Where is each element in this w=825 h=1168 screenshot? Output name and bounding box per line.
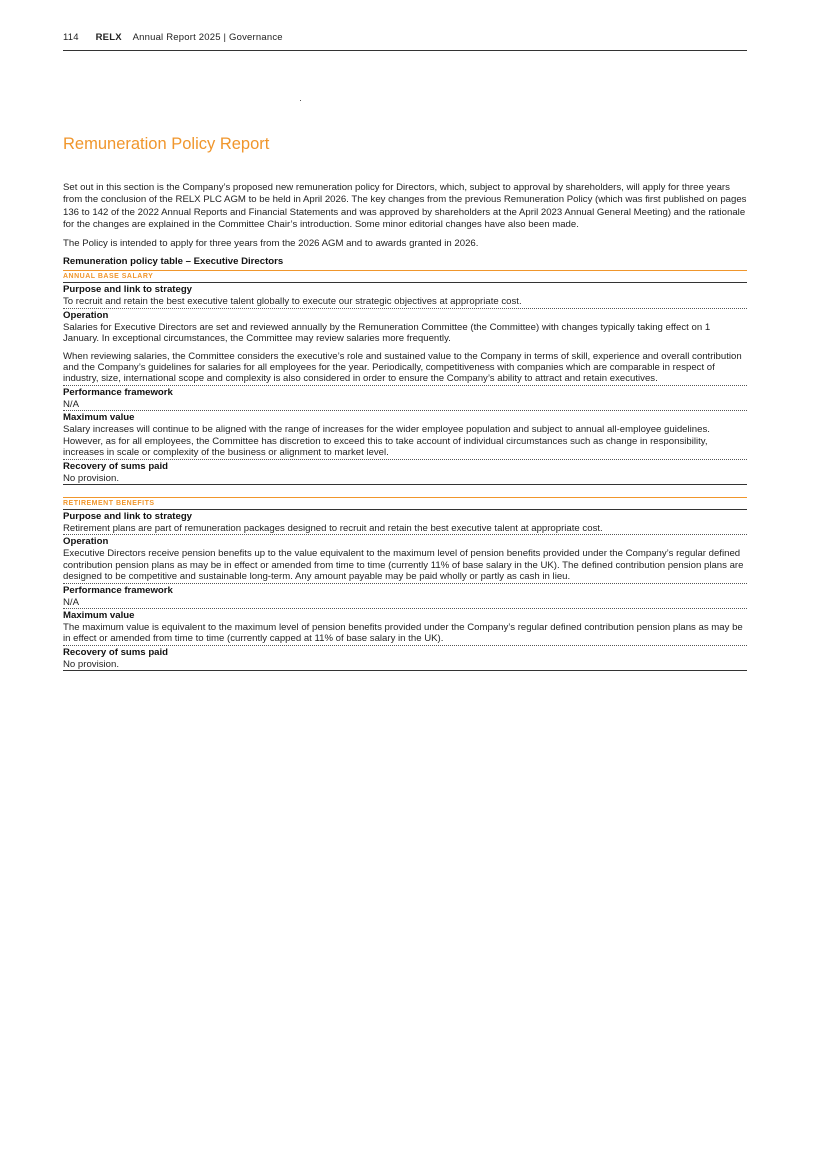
row-text: Executive Directors receive pension benefits up to the value equivalent to the maximum level of pension benefits provided under the Company’s regular defined contribution pension plans as may be in effect or amended from time to time (currently 11% of base salary in the UK). The defined contribution pension plans are designed to be competitive and sustainable long-term. Any amount payable may be paid wholly or partly as cash in lieu. [63, 548, 744, 583]
row-heading: Performance framework [63, 386, 173, 398]
section-retirement-benefits [63, 497, 747, 671]
brand-name: RELX [95, 32, 122, 43]
row-text: N/A [63, 398, 79, 410]
row-heading: Purpose and link to strategy [63, 284, 193, 296]
stray-dot-mark [300, 100, 301, 101]
page-title: Remuneration Policy Report [63, 135, 270, 153]
page-header [63, 32, 747, 51]
section-annual-base-salary [63, 270, 747, 484]
row-text: The maximum value is equivalent to the maximum level of pension benefits provided under the Company’s regular defined contribution pension plans as may be in effect or amended from time to time (currently capped at 11% of base salary in the UK). [63, 621, 743, 645]
policy-row [63, 386, 747, 411]
row-heading: Recovery of sums paid [63, 646, 169, 658]
row-text: No provision. [63, 658, 119, 670]
policy-row [63, 510, 747, 535]
policy-table-title: Remuneration policy table – Executive Directors [63, 256, 284, 268]
policy-row [63, 411, 747, 459]
row-heading: Operation [63, 536, 109, 548]
row-heading: Performance framework [63, 584, 173, 596]
policy-row [63, 584, 747, 609]
row-text: No provision. [63, 472, 119, 484]
policy-row [63, 609, 747, 646]
row-heading: Purpose and link to strategy [63, 510, 193, 522]
row-text: N/A [63, 596, 79, 608]
policy-row [63, 460, 747, 485]
row-text: Salary increases will continue to be aligned with the range of increases for the wider employee population and subject to annual all-employee guidelines. However, as for all employees, the Committee has discretion to exceed this to take account of individual circumstances such as change in responsibility, increases in scale or complexity of the business or alignment to market level. [63, 424, 710, 459]
row-heading: Operation [63, 309, 109, 321]
report-content [63, 133, 747, 683]
row-text: Retirement plans are part of remuneration packages designed to recruit and retain the best executive talent at appropriate cost. [63, 522, 603, 534]
row-text: Salaries for Executive Directors are set and reviewed annually by the Remuneration Committee (the Committee) with changes typically taking effect on 1 January. In exceptional circumstances, the Committee may review salaries more frequently. [63, 321, 711, 345]
publication-title: Annual Report 2025 | Governance [132, 32, 283, 43]
intro-paragraph: The Policy is intended to apply for three years from the 2026 AGM and to awards granted in 2026. [63, 237, 479, 249]
row-text: When reviewing salaries, the Committee considers the executive’s role and sustained value to the Company in terms of skill, experience and overall contribution and the Company’s guidelines for salaries for all employees for the year. Periodically, competitiveness with companies which are comparable in respect of industry, size, international scope and complexity is also considered in order to ensure the Company’s ability to attract and retain executives. [63, 350, 742, 385]
row-heading: Maximum value [63, 412, 135, 424]
row-heading: Maximum value [63, 609, 135, 621]
row-text: To recruit and retain the best executive talent globally to execute our strategic objectives at appropriate cost. [63, 296, 522, 308]
section-label: RETIREMENT BENEFITS [63, 498, 747, 510]
policy-row [63, 535, 747, 583]
policy-row [63, 283, 747, 308]
policy-row [63, 646, 747, 671]
section-label: ANNUAL BASE SALARY [63, 271, 747, 283]
row-heading: Recovery of sums paid [63, 460, 169, 472]
page-number: 114 [63, 32, 79, 43]
policy-row [63, 309, 747, 386]
intro-paragraph: Set out in this section is the Company’s proposed new remuneration policy for Directors, which, subject to approval by shareholders, will apply for three years from the conclusion of the RELX PLC AGM to be held in April 2026. The key changes from the previous Remuneration Policy (which was first published on pages 136 to 142 of the 2022 Annual Reports and Financial Statements and was approved by shareholders at the April 2023 Annual General Meeting) and the rationale for the changes are explained in the Committee Chair’s introduction. Some minor editorial changes have also been made. [63, 182, 747, 231]
